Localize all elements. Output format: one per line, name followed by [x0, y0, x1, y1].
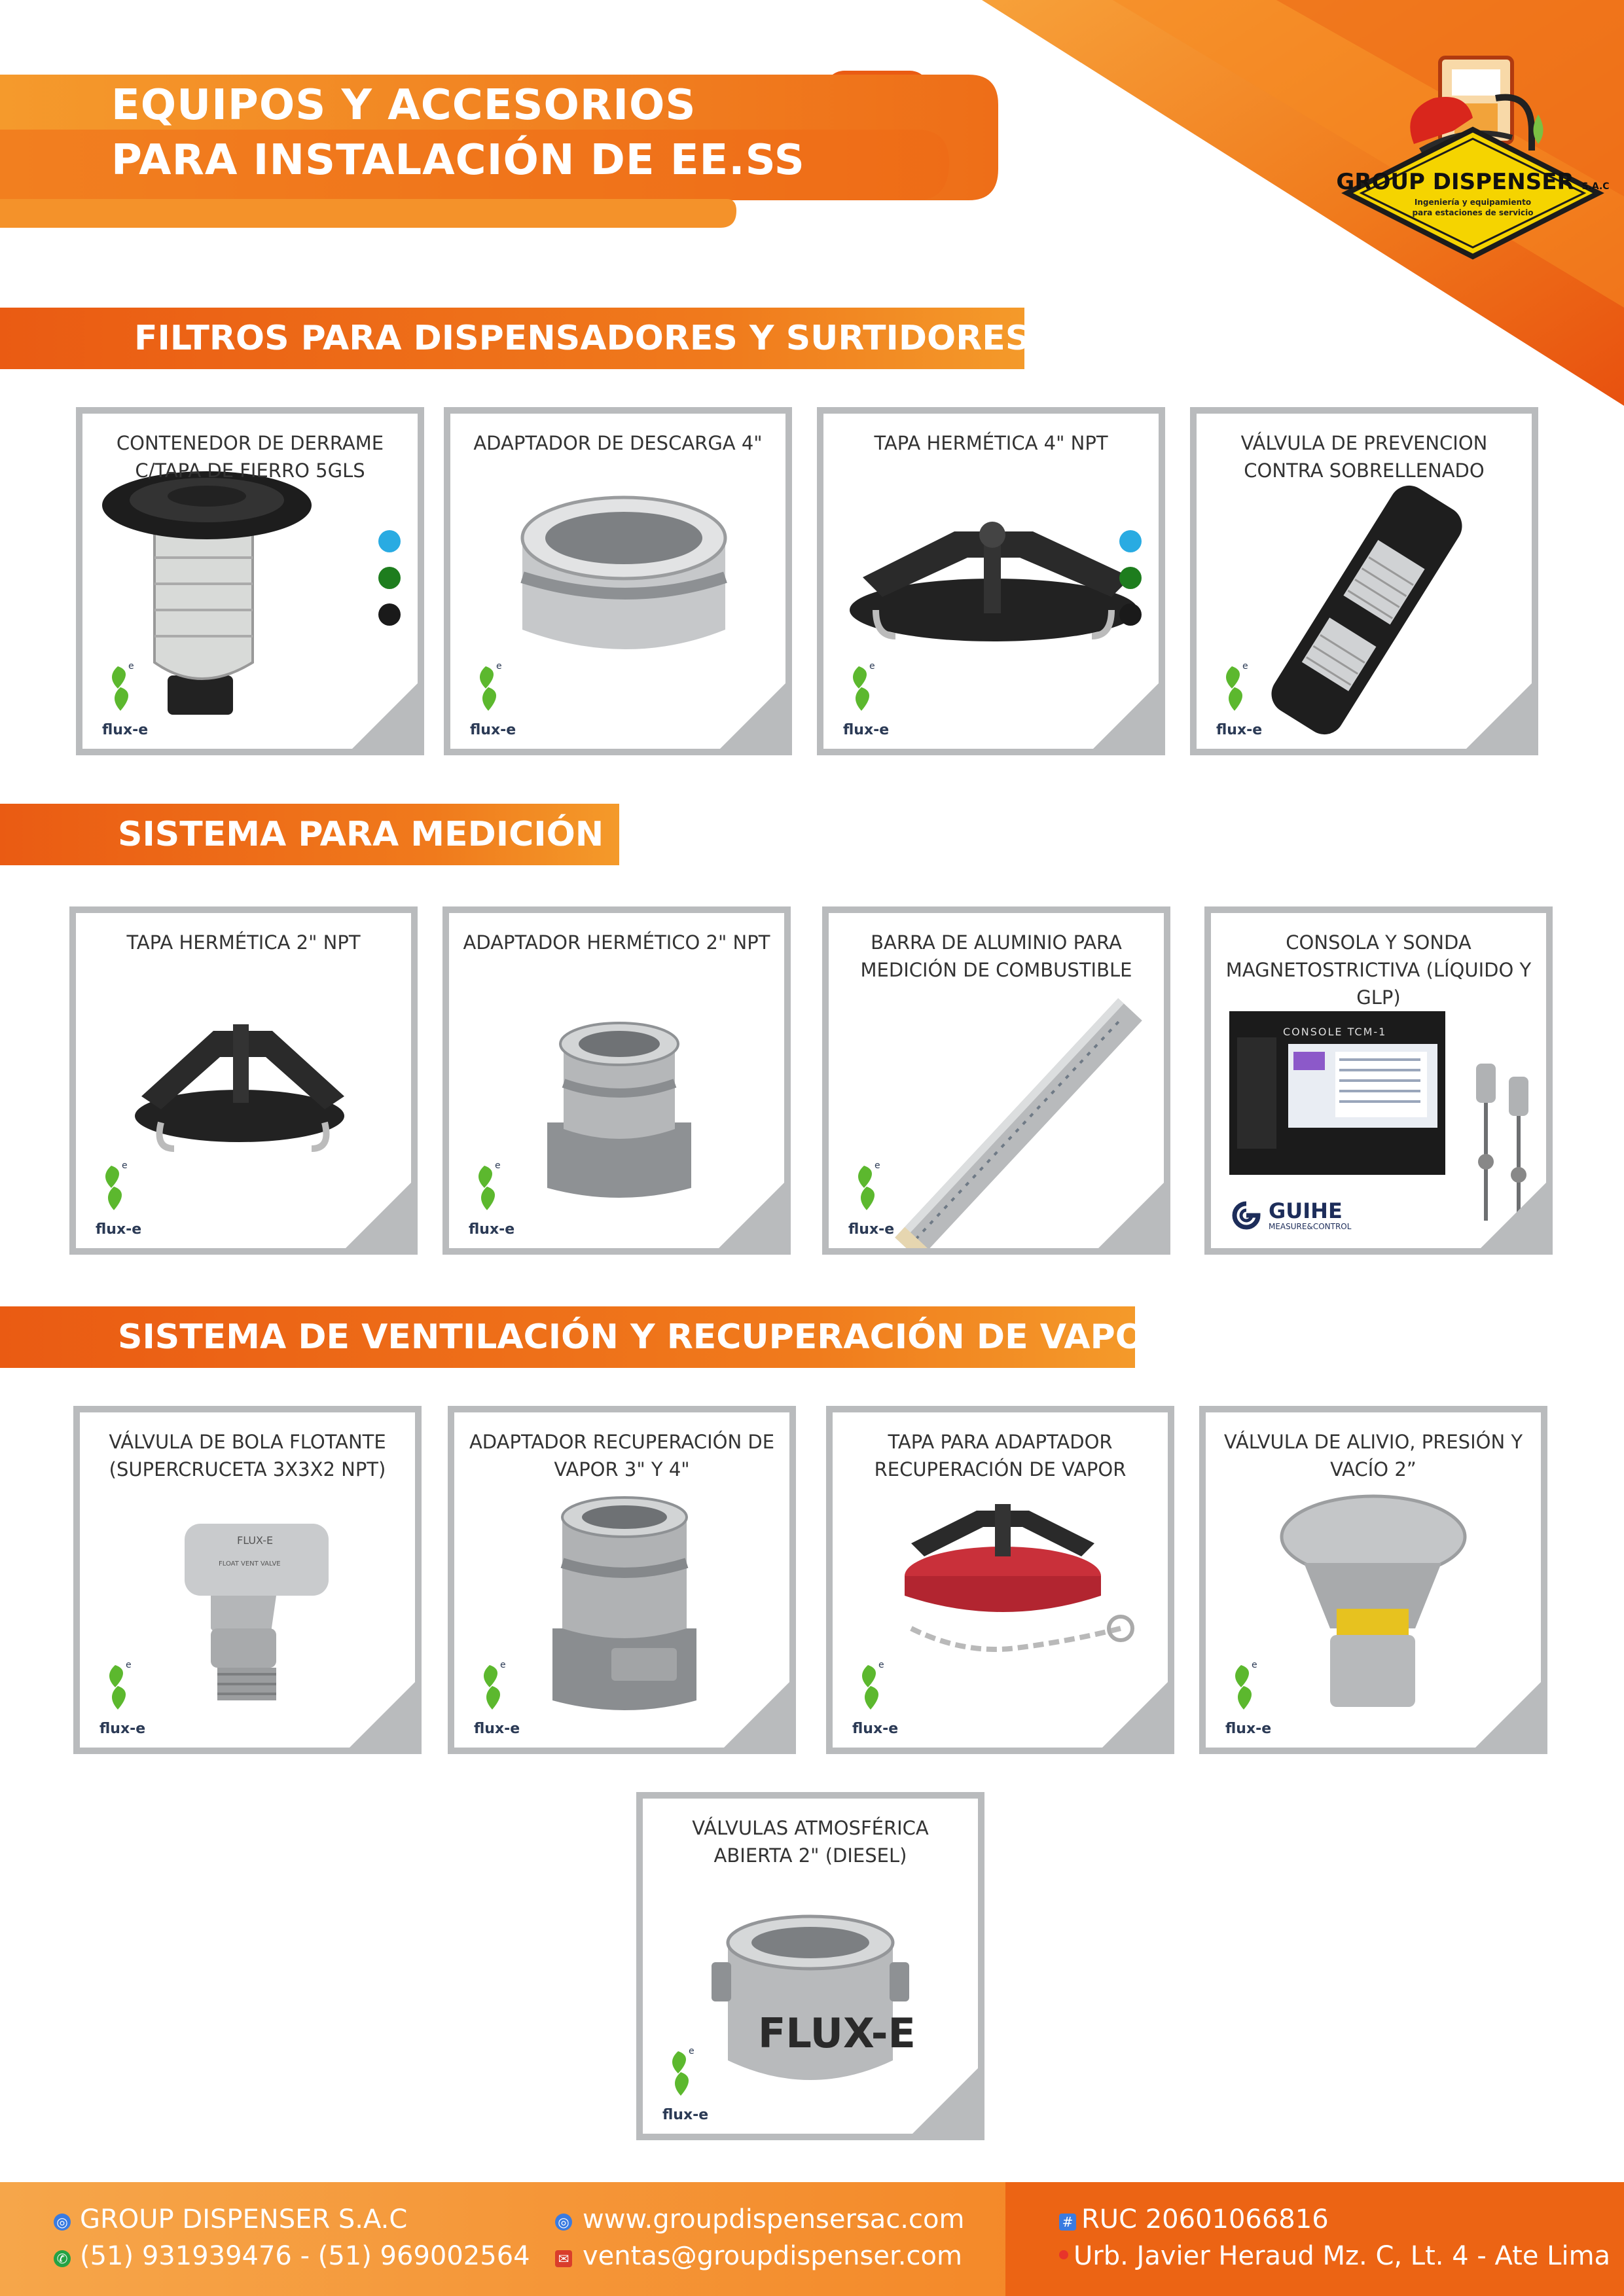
page-title-line-2: PARA INSTALACIÓN DE EE.SS: [111, 136, 805, 185]
flux-e-brand: [848, 1159, 907, 1238]
svg-text:e: e: [495, 1160, 501, 1171]
svg-text:e: e: [1242, 661, 1248, 672]
product-card[interactable]: [817, 407, 1165, 755]
footer-ruc: RUC 20601066816: [1081, 2204, 1329, 2234]
flux-e-logo-icon: [843, 660, 902, 719]
svg-text:e: e: [689, 2046, 695, 2056]
product-card[interactable]: [1190, 407, 1538, 755]
color-swatch-blue[interactable]: [1119, 530, 1142, 552]
color-swatch-black[interactable]: [378, 603, 401, 626]
product-title: VÁLVULA DE BOLA FLOTANTE (SUPERCRUCETA 3X3X2 NPT): [109, 1431, 386, 1480]
card-corner: [350, 1682, 415, 1748]
brand-label: flux-e: [469, 1221, 515, 1238]
mail-icon: ✉: [555, 2250, 572, 2267]
product-card[interactable]: [448, 1406, 796, 1754]
card-corner: [912, 2068, 978, 2134]
footer-email-link[interactable]: ventas@groupdispenser.com: [583, 2241, 962, 2271]
card-corner: [352, 683, 418, 749]
flux-e-brand: [1216, 660, 1275, 738]
color-options: [1119, 530, 1146, 628]
section-bar-medicion: [0, 804, 619, 865]
svg-text:e: e: [128, 661, 134, 672]
brand-label: flux-e: [474, 1721, 520, 1737]
valve-body-label: FLUX-E: [758, 2009, 916, 2057]
guihe-sub: MEASURE&CONTROL: [1269, 1222, 1352, 1231]
product-title: BARRA DE ALUMINIO PARA MEDICIÓN DE COMBUSTIBLE: [860, 931, 1132, 981]
brand-label: flux-e: [96, 1221, 142, 1238]
product-title: ADAPTADOR HERMÉTICO 2" NPT: [463, 931, 770, 954]
footer-company: GROUP DISPENSER S.A.C: [80, 2204, 408, 2234]
product-title: CONSOLA Y SONDA MAGNETOSTRICTIVA (LÍQUIDO Y GLP): [1225, 931, 1532, 1009]
product-card[interactable]: [76, 407, 424, 755]
card-corner: [1475, 1682, 1541, 1748]
brand-label: flux-e: [662, 2107, 709, 2123]
svg-text:e: e: [496, 661, 502, 672]
section-title: FILTROS PARA DISPENSADORES Y SURTIDORES: [134, 319, 1030, 358]
company-logo: [1335, 52, 1610, 268]
svg-text:e: e: [122, 1160, 128, 1171]
flux-e-logo-icon: [469, 1159, 528, 1218]
footer-website-link[interactable]: www.groupdispensersac.com: [583, 2204, 965, 2234]
flux-e-logo-icon: [474, 1659, 533, 1717]
product-card[interactable]: [636, 1792, 984, 2140]
guihe-logo-icon: [1227, 1201, 1266, 1230]
svg-text:e: e: [1252, 1660, 1257, 1670]
chrome-icon: ◎: [54, 2214, 71, 2231]
card-corner: [1093, 683, 1159, 749]
ruc-icon: #: [1059, 2214, 1076, 2231]
flux-e-logo-icon: [852, 1659, 911, 1717]
product-title: VÁLVULA DE ALIVIO, PRESIÓN Y VACÍO 2”: [1223, 1431, 1523, 1480]
logo-name: GROUP DISPENSER S.A.C: [1336, 169, 1610, 195]
flux-e-logo-icon: [1225, 1659, 1284, 1717]
console-label: CONSOLE TCM-1: [1283, 1026, 1387, 1038]
svg-text:e: e: [878, 1660, 884, 1670]
brand-label: flux-e: [99, 1721, 146, 1737]
brand-label: flux-e: [1216, 722, 1263, 738]
svg-text:e: e: [126, 1660, 132, 1670]
valve-label: FLUX-E: [237, 1534, 274, 1547]
card-corner: [346, 1183, 411, 1248]
page-title-line-1: EQUIPOS Y ACCESORIOS: [111, 81, 696, 130]
flux-e-brand: [474, 1659, 533, 1737]
product-title: VÁLVULAS ATMOSFÉRICA ABIERTA 2" (DIESEL): [692, 1817, 929, 1867]
flux-e-brand: [96, 1159, 154, 1238]
product-card[interactable]: [69, 906, 418, 1255]
logo-tagline-2: para estaciones de servicio: [1412, 208, 1534, 217]
color-swatch-green[interactable]: [378, 567, 401, 589]
flux-e-brand: [852, 1659, 911, 1737]
footer-phones[interactable]: (51) 931939476 - (51) 969002564: [80, 2241, 530, 2271]
flux-e-brand: [99, 1659, 158, 1737]
flux-e-brand: [102, 660, 161, 738]
brand-label: flux-e: [102, 722, 149, 738]
product-title: CONTENEDOR DE DERRAME C/TAPA DE FIERRO 5GLS: [116, 432, 384, 482]
product-card[interactable]: [442, 906, 791, 1255]
fuel-dispenser-logo-icon: [1335, 52, 1610, 268]
product-title: TAPA PARA ADAPTADOR RECUPERACIÓN DE VAPOR: [874, 1431, 1127, 1480]
footer-address: Urb. Javier Heraud Mz. C, Lt. 4 - Ate Lima: [1074, 2241, 1611, 2271]
brand-label: flux-e: [470, 722, 516, 738]
flux-e-logo-icon: [102, 660, 161, 719]
flux-e-brand: [469, 1159, 528, 1238]
flux-e-logo-icon: [1216, 660, 1275, 719]
product-card[interactable]: [826, 1406, 1174, 1754]
card-corner: [724, 1682, 789, 1748]
guihe-name: GUIHE: [1269, 1198, 1343, 1223]
card-corner: [1098, 1183, 1164, 1248]
footer-background: [0, 2182, 1624, 2296]
flux-e-brand: [843, 660, 902, 738]
flux-e-logo-icon: [96, 1159, 154, 1218]
product-title: ADAPTADOR RECUPERACIÓN DE VAPOR 3" Y 4": [469, 1431, 775, 1480]
svg-text:e: e: [875, 1160, 880, 1171]
svg-text:e: e: [869, 661, 875, 672]
valve-sublabel: FLOAT VENT VALVE: [219, 1560, 281, 1568]
card-corner: [1466, 683, 1532, 749]
location-pin-icon: [1059, 2250, 1068, 2259]
product-card[interactable]: [73, 1406, 422, 1754]
whatsapp-icon: ✆: [54, 2250, 71, 2267]
color-swatch-black[interactable]: [1119, 603, 1142, 626]
card-corner: [1102, 1682, 1168, 1748]
card-corner: [720, 683, 785, 749]
flux-e-logo-icon: [470, 660, 529, 719]
flux-e-logo-icon: [848, 1159, 907, 1218]
product-card[interactable]: [822, 906, 1170, 1255]
flux-e-brand: [662, 2045, 721, 2123]
product-title: ADAPTADOR DE DESCARGA 4": [473, 432, 763, 454]
section-title: SISTEMA PARA MEDICIÓN: [118, 815, 604, 854]
flux-e-brand: [1225, 1659, 1284, 1737]
brand-label: flux-e: [843, 722, 890, 738]
section-bar-ventilacion: [0, 1306, 1171, 1368]
flux-e-logo-icon: [662, 2045, 721, 2104]
web-icon: ◎: [555, 2214, 572, 2231]
color-swatch-blue[interactable]: [378, 530, 401, 552]
guihe-brand: [1227, 1197, 1384, 1236]
card-corner: [1481, 1183, 1546, 1248]
product-card[interactable]: [1199, 1406, 1547, 1754]
header-banner: [0, 71, 1001, 231]
flux-e-logo-icon: [99, 1659, 158, 1717]
product-card[interactable]: [1204, 906, 1553, 1255]
footer: [0, 2182, 1624, 2296]
color-options: [378, 530, 405, 628]
brand-label: flux-e: [848, 1221, 895, 1238]
product-title: TAPA HERMÉTICA 4" NPT: [874, 432, 1108, 454]
product-title: TAPA HERMÉTICA 2" NPT: [126, 931, 361, 954]
card-corner: [719, 1183, 784, 1248]
svg-text:e: e: [500, 1660, 506, 1670]
section-title: SISTEMA DE VENTILACIÓN Y RECUPERACIÓN DE VAPOR: [118, 1318, 1171, 1357]
brand-label: flux-e: [852, 1721, 899, 1737]
brand-label: flux-e: [1225, 1721, 1272, 1737]
logo-tagline-1: Ingeniería y equipamiento: [1414, 198, 1532, 207]
flux-e-brand: [470, 660, 529, 738]
product-card[interactable]: [444, 407, 792, 755]
product-title: VÁLVULA DE PREVENCION CONTRA SOBRELLENADO: [1240, 432, 1488, 482]
color-swatch-green[interactable]: [1119, 567, 1142, 589]
section-bar-filtros: [0, 308, 1030, 369]
